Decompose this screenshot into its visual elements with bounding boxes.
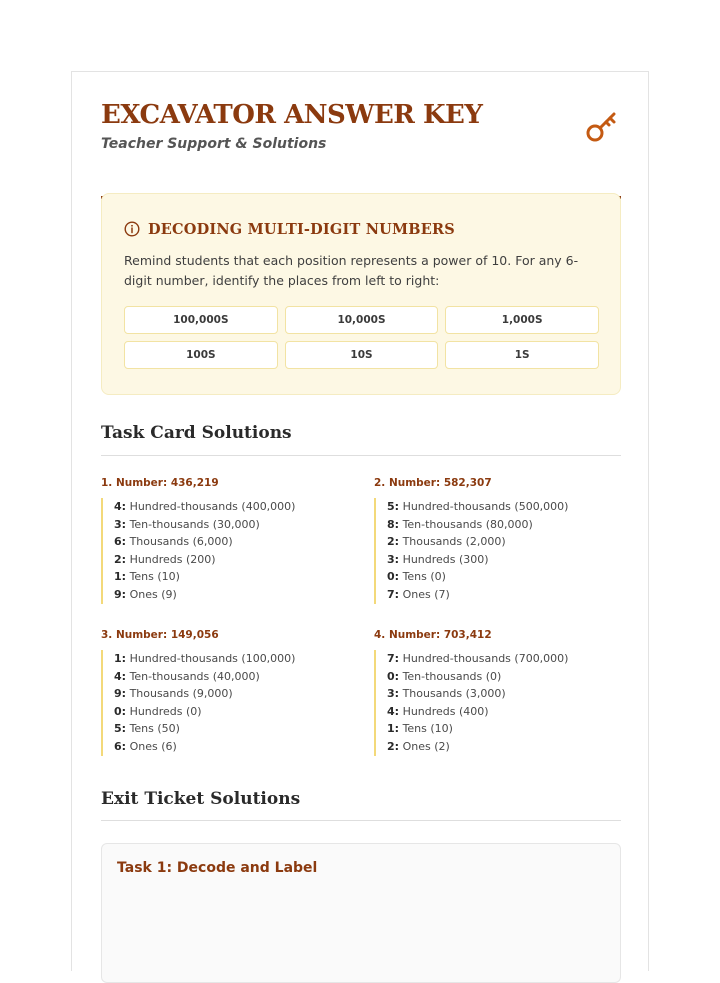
- list-item: 0: Ten-thousands (0): [387, 669, 502, 683]
- list-item: 0: Hundreds (0): [114, 704, 202, 718]
- list-item: 2: Ones (2): [387, 739, 450, 753]
- list-item: 2: Hundreds (200): [114, 552, 216, 566]
- page-header: [101, 100, 621, 172]
- section-divider: [101, 455, 621, 456]
- place-chip: 1,000S: [445, 306, 599, 334]
- list-item: 7: Hundred-thousands (700,000): [387, 652, 569, 665]
- list-item: 0: Tens (0): [387, 570, 446, 584]
- list-item: 7: Ones (7): [387, 587, 450, 601]
- task-card-4: [374, 629, 614, 756]
- place-chip: 100S: [124, 341, 278, 369]
- place-chip: 10S: [285, 341, 439, 369]
- section-divider: [101, 820, 621, 821]
- list-item: 3: Thousands (3,000): [387, 687, 506, 701]
- list-item: 5: Hundred-thousands (500,000): [387, 500, 569, 513]
- exit-ticket-heading: Exit Ticket Solutions: [101, 789, 301, 809]
- card-digit-list: [101, 650, 341, 756]
- list-item: 5: Tens (50): [114, 722, 180, 736]
- place-chip: 100,000S: [124, 306, 278, 334]
- list-item: 9: Ones (9): [114, 587, 177, 601]
- answer-key-page: [71, 71, 649, 971]
- card-title: 1. Number: 436,219: [101, 477, 219, 489]
- list-item: 6: Thousands (6,000): [114, 535, 233, 549]
- card-title: 2. Number: 582,307: [374, 477, 492, 489]
- task-card-heading: Task Card Solutions: [101, 423, 292, 443]
- decoding-note-box: [101, 193, 621, 395]
- task-card-1: [101, 477, 341, 604]
- page-subtitle: Teacher Support & Solutions: [101, 136, 327, 152]
- card-digit-list: [374, 498, 614, 604]
- card-title: 4. Number: 703,412: [374, 629, 492, 641]
- note-title: DECODING MULTI-DIGIT NUMBERS: [148, 220, 455, 238]
- exit-ticket-task-1: [101, 843, 621, 983]
- list-item: 1: Tens (10): [387, 722, 453, 736]
- place-value-grid: [124, 306, 599, 369]
- task-card-3: [101, 629, 341, 756]
- list-item: 4: Hundreds (400): [387, 704, 489, 718]
- list-item: 6: Ones (6): [114, 739, 177, 753]
- list-item: 4: Ten-thousands (40,000): [114, 669, 260, 683]
- list-item: 8: Ten-thousands (80,000): [387, 517, 533, 531]
- card-title: 3. Number: 149,056: [101, 629, 219, 641]
- list-item: 3: Ten-thousands (30,000): [114, 517, 260, 531]
- card-digit-list: [101, 498, 341, 604]
- place-chip: 1S: [445, 341, 599, 369]
- list-item: 9: Thousands (9,000): [114, 687, 233, 701]
- list-item: 1: Tens (10): [114, 570, 180, 584]
- note-text: Remind students that each position represents a power of 10. For any 6-digit number, identify the places from left to right:: [124, 253, 579, 288]
- exit-task-title: Task 1: Decode and Label: [117, 860, 318, 876]
- list-item: 3: Hundreds (300): [387, 552, 489, 566]
- list-item: 4: Hundred-thousands (400,000): [114, 500, 296, 513]
- info-icon: [124, 221, 140, 237]
- list-item: 1: Hundred-thousands (100,000): [114, 652, 296, 665]
- place-chip: 10,000S: [285, 306, 439, 334]
- task-card-2: [374, 477, 614, 604]
- list-item: 2: Thousands (2,000): [387, 535, 506, 549]
- card-digit-list: [374, 650, 614, 756]
- page-title: EXCAVATOR ANSWER KEY: [101, 100, 483, 130]
- note-heading: [124, 218, 455, 240]
- key-icon: [585, 110, 619, 144]
